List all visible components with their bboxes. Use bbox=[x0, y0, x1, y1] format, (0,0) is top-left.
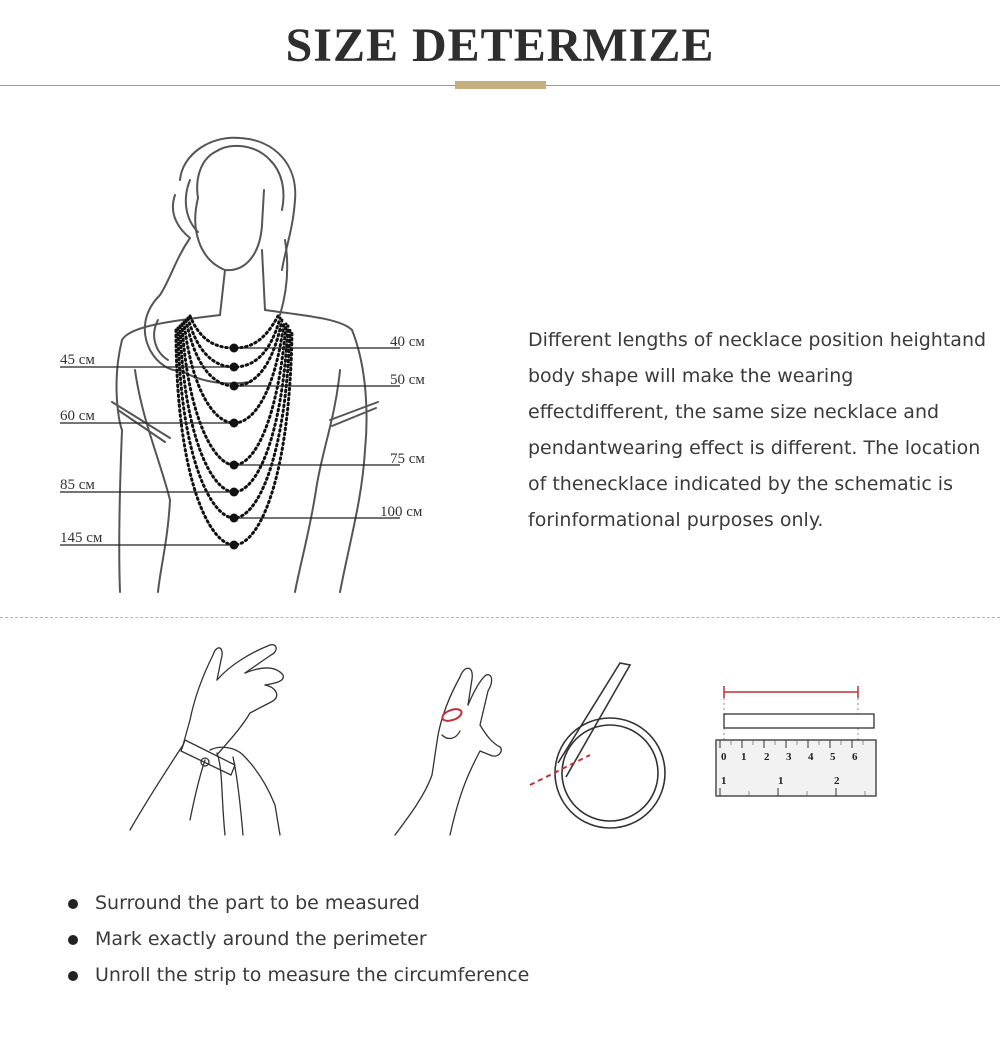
list-item bbox=[68, 957, 529, 993]
label-60cm: 60 см bbox=[60, 408, 95, 424]
label-40cm: 40 см bbox=[390, 334, 425, 350]
ruler-bottom-num-2: 1 bbox=[778, 775, 784, 787]
list-item bbox=[68, 885, 529, 921]
page-title: SIZE DETERMIZE bbox=[285, 19, 715, 72]
label-50cm: 50 см bbox=[390, 372, 425, 388]
ruler-num-5: 5 bbox=[830, 751, 836, 763]
ruler-num-4: 4 bbox=[808, 751, 814, 763]
ruler-bottom-num-3: 2 bbox=[834, 775, 840, 787]
bullet-icon bbox=[68, 971, 78, 981]
ruler-num-0: 0 bbox=[721, 751, 727, 763]
title-accent-bar bbox=[455, 81, 546, 89]
wrist-measure-illustration bbox=[125, 635, 290, 840]
section-divider bbox=[0, 617, 1000, 618]
ruler-num-6: 6 bbox=[852, 751, 858, 763]
label-75cm: 75 см bbox=[390, 451, 425, 467]
bullet-icon bbox=[68, 935, 78, 945]
step-text: Surround the part to be measured bbox=[95, 892, 420, 914]
finger-measure-illustration bbox=[390, 655, 675, 845]
measure-steps-list bbox=[68, 885, 529, 993]
label-85cm: 85 см bbox=[60, 477, 95, 493]
label-100cm: 100 см bbox=[380, 504, 423, 520]
ruler-illustration bbox=[712, 680, 877, 805]
list-item bbox=[68, 921, 529, 957]
label-45cm: 45 см bbox=[60, 352, 95, 368]
ruler-bottom-num-1: 1 bbox=[721, 775, 727, 787]
label-145cm: 145 см bbox=[60, 530, 103, 546]
ruler-num-1: 1 bbox=[741, 751, 747, 763]
step-text: Unroll the strip to measure the circumference bbox=[95, 964, 530, 986]
ruler-num-2: 2 bbox=[764, 751, 770, 763]
bullet-icon bbox=[68, 899, 78, 909]
size-description: Different lengths of necklace position heightand body shape will make the wearing effectdifferent, the same size necklace and pendantwearing effect is different. The location of thenecklace indicated by the schematic is forinformational purposes only. bbox=[528, 329, 987, 531]
ruler-num-3: 3 bbox=[786, 751, 792, 763]
step-text: Mark exactly around the perimeter bbox=[95, 928, 427, 950]
necklace-length-figure bbox=[50, 120, 450, 600]
